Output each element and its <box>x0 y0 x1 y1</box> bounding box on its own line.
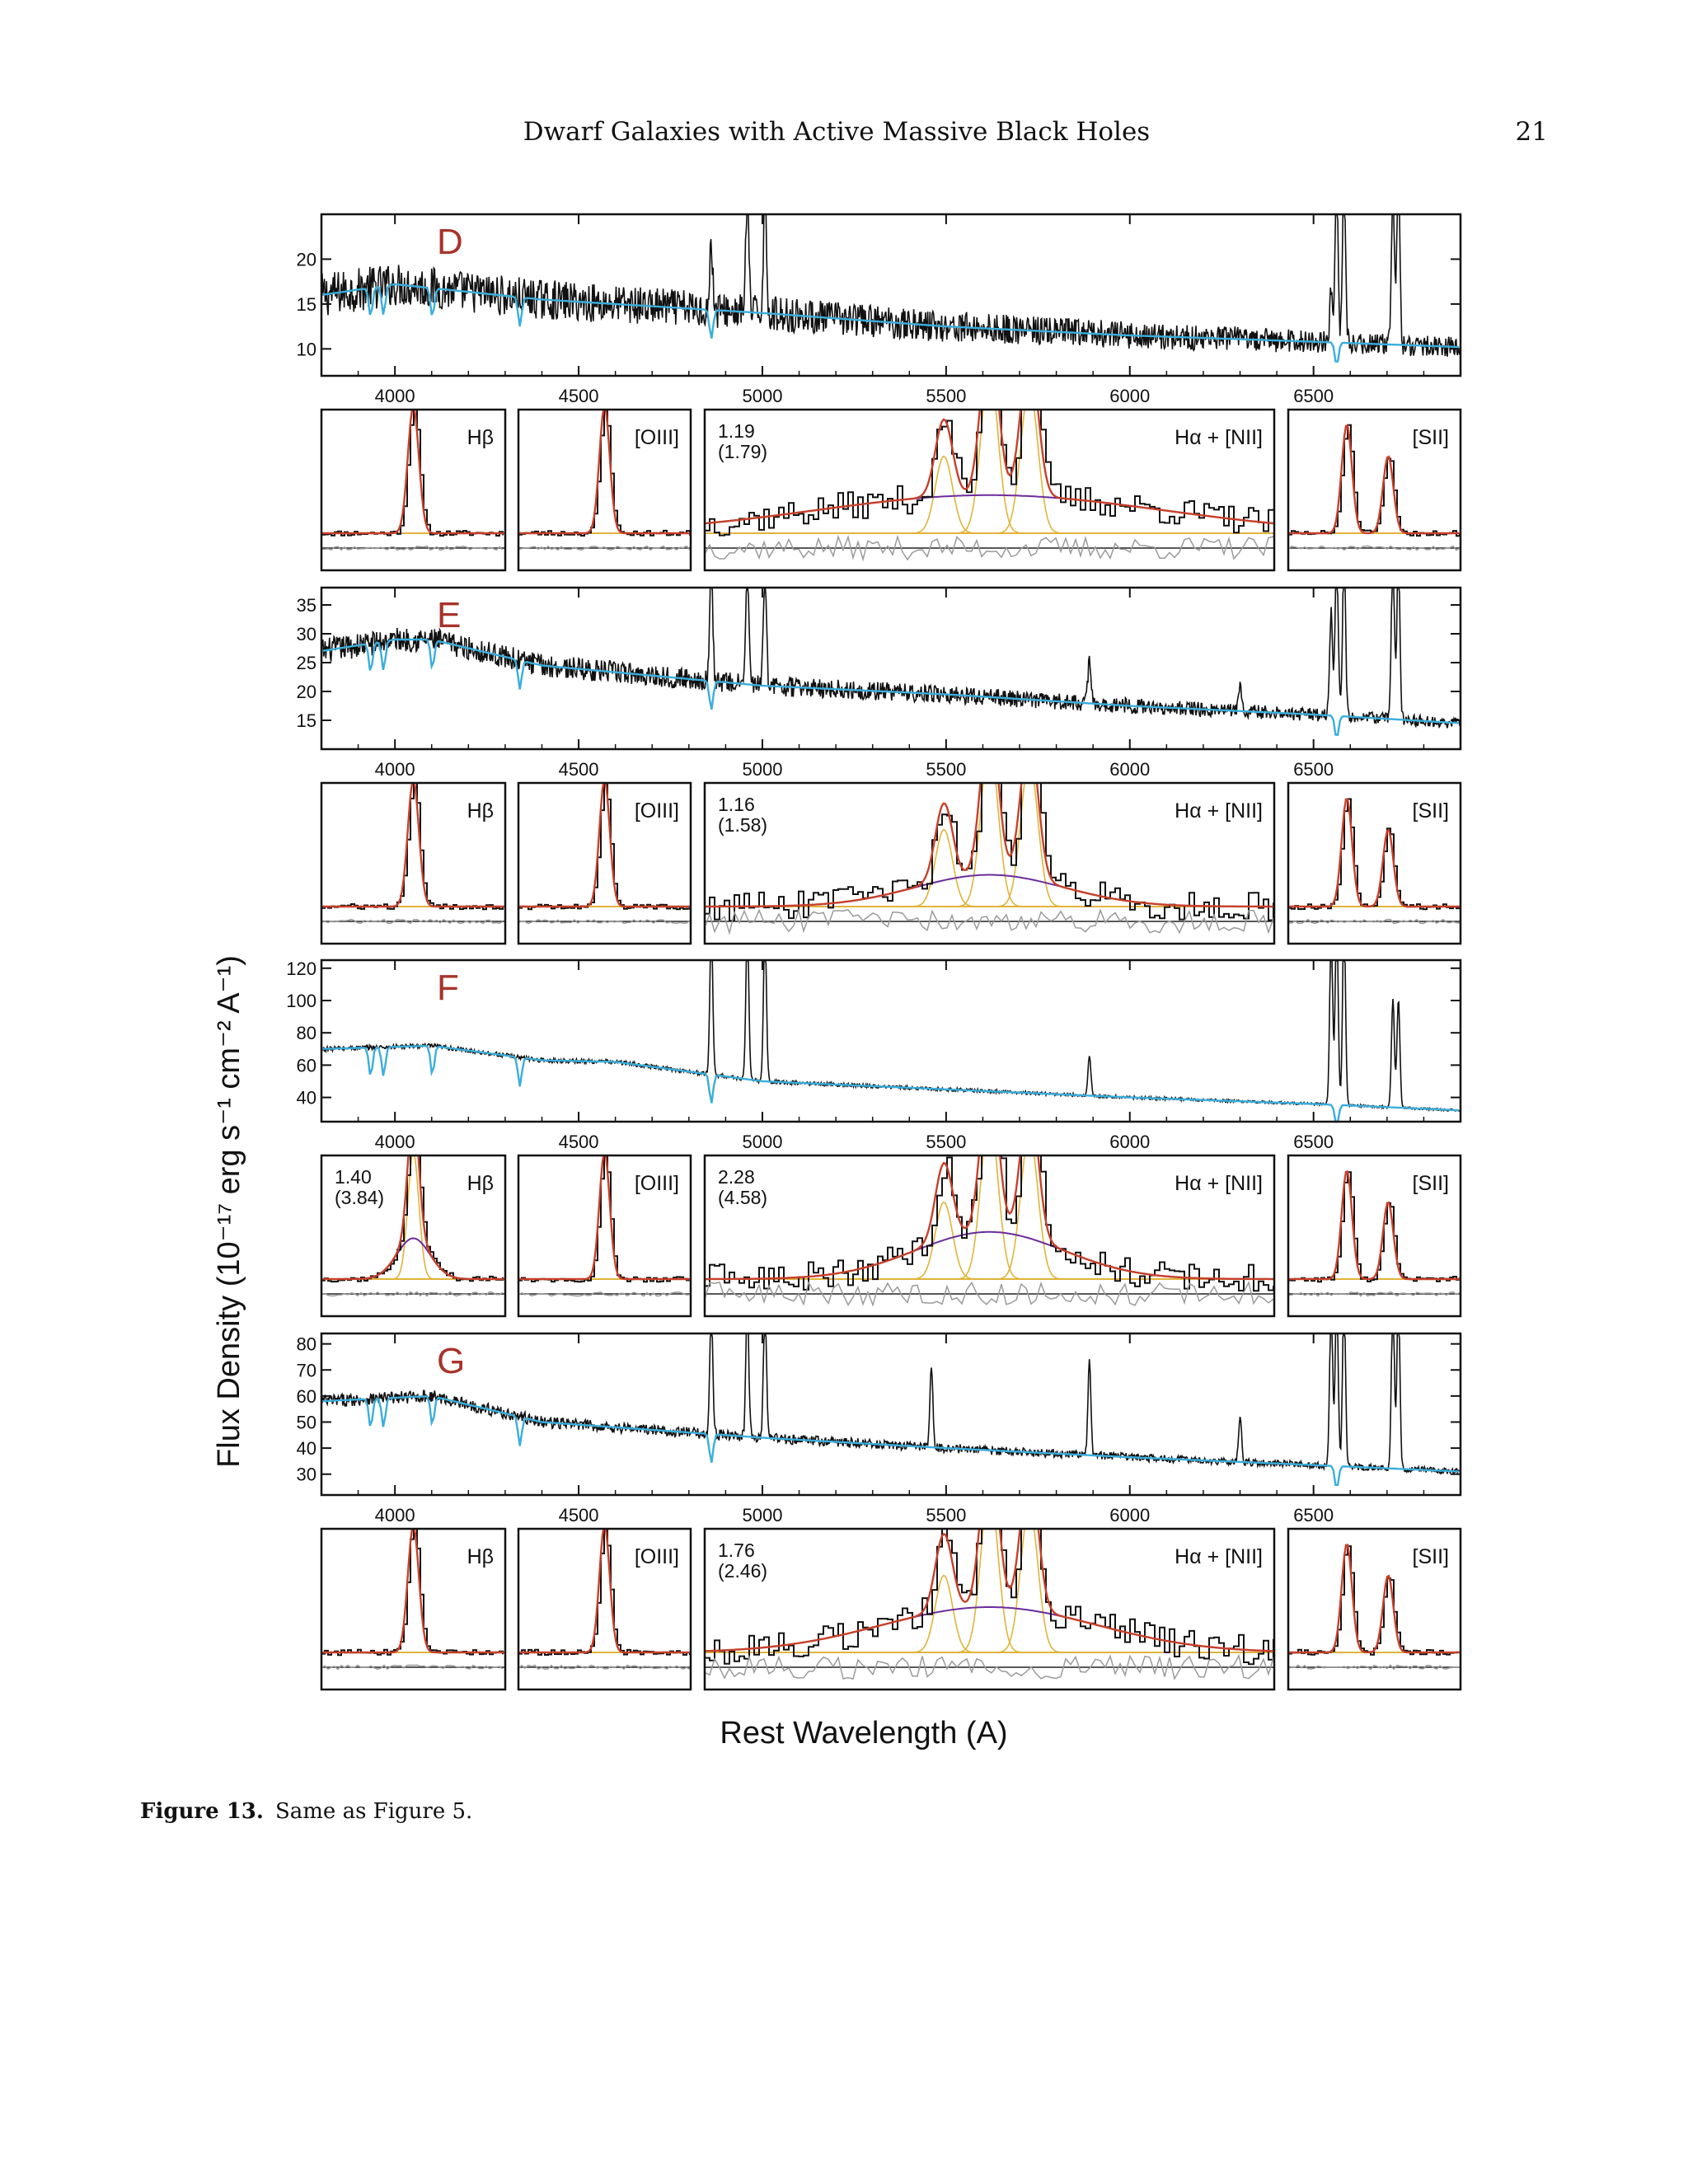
inset-spectrum <box>518 405 690 536</box>
spectrum-panel-G <box>297 1333 1461 1690</box>
y-tick-label: 50 <box>296 1412 316 1433</box>
fwhm-value: 2.28 <box>718 1166 755 1188</box>
x-tick-label: 6500 <box>1293 386 1334 406</box>
x-tick-label: 5000 <box>742 759 783 780</box>
x-tick-label: 5500 <box>926 1505 967 1526</box>
observed-spectrum-D <box>321 214 1461 357</box>
inset-label-oiii: [OIII] <box>634 1545 679 1568</box>
galaxy-label-D: D <box>437 222 463 262</box>
residuals <box>518 1292 690 1296</box>
inset-label-oiii: [OIII] <box>634 1172 679 1195</box>
y-tick-label: 40 <box>296 1087 316 1108</box>
narrow-component <box>1288 457 1460 533</box>
x-tick-label: 4500 <box>558 759 599 780</box>
narrow-component <box>1288 1576 1460 1652</box>
caption-label: Figure 13. <box>140 1799 264 1824</box>
inset-ha-D <box>705 332 1274 570</box>
galaxy-label-F: F <box>437 968 459 1008</box>
fwhm-value: 1.16 <box>718 794 755 815</box>
fwhm-alt-value: (4.58) <box>718 1187 768 1208</box>
inset-label-ha: Hα + [NII] <box>1175 426 1263 449</box>
inset-label-ha: Hα + [NII] <box>1175 1172 1263 1195</box>
inset-hb-E <box>321 778 505 944</box>
narrow-component <box>1288 830 1460 907</box>
y-tick-label: 100 <box>286 991 316 1011</box>
figure-caption <box>140 1799 1541 1824</box>
inset-label-hb: Hβ <box>467 1545 494 1568</box>
caption-text: Same as Figure 5. <box>274 1799 473 1824</box>
inset-label-ha: Hα + [NII] <box>1175 799 1263 823</box>
broad-component <box>321 1239 504 1280</box>
main-frame-F <box>321 960 1461 1122</box>
x-tick-label: 5500 <box>926 386 967 406</box>
x-tick-label: 5000 <box>742 1505 783 1526</box>
x-tick-label: 6500 <box>1293 759 1334 780</box>
stellar-model-F <box>321 1046 1459 1122</box>
broad-component <box>705 1232 1273 1279</box>
stellar-model-E <box>321 640 1459 735</box>
x-tick-label: 4000 <box>374 1505 415 1526</box>
x-tick-label: 5000 <box>742 1132 783 1152</box>
observed-spectrum-E <box>321 588 1461 728</box>
y-tick-label: 20 <box>296 682 316 702</box>
inset-spectrum <box>321 1524 503 1656</box>
inset-sii-G <box>1288 1529 1461 1690</box>
y-tick-label: 10 <box>296 339 316 360</box>
fwhm-value: 1.40 <box>335 1166 372 1188</box>
fwhm-value: 1.19 <box>718 420 755 442</box>
narrow-component <box>705 830 1273 907</box>
main-frame-E <box>321 588 1461 749</box>
narrow-component <box>1288 1202 1460 1279</box>
x-tick-label: 6000 <box>1109 1132 1151 1152</box>
broad-component <box>705 495 1273 523</box>
galaxy-label-E: E <box>437 595 462 635</box>
y-tick-label: 25 <box>296 653 316 673</box>
narrow-component <box>705 1202 1273 1280</box>
x-tick-label: 6000 <box>1109 386 1151 406</box>
inset-sii-E <box>1288 783 1461 944</box>
inset-hb-D <box>321 406 505 570</box>
y-tick-label: 20 <box>296 249 316 270</box>
main-frame-G <box>321 1333 1461 1495</box>
inset-label-sii: [SII] <box>1412 1545 1449 1568</box>
narrow-component <box>705 1576 1273 1653</box>
x-tick-label: 6500 <box>1293 1132 1334 1152</box>
inset-label-hb: Hβ <box>467 1172 494 1195</box>
y-tick-label: 30 <box>296 624 316 644</box>
inset-oiii-E <box>518 780 691 944</box>
inset-label-oiii: [OIII] <box>634 426 679 449</box>
y-tick-label: 40 <box>296 1438 316 1460</box>
inset-ha-F <box>705 1069 1274 1316</box>
y-tick-label: 30 <box>296 1464 316 1485</box>
spectrum-panel-D <box>297 214 1461 570</box>
observed-spectrum-G <box>321 1333 1461 1474</box>
page-number: 21 <box>1515 117 1548 147</box>
inset-label-hb: Hβ <box>467 426 494 449</box>
y-axis-label: Flux Density (10⁻¹⁷ erg s⁻¹ cm⁻² A⁻¹) <box>212 955 246 1468</box>
y-tick-label: 15 <box>296 293 316 315</box>
x-tick-label: 5500 <box>926 1132 967 1152</box>
narrow-component <box>705 1489 1273 1652</box>
narrow-component <box>705 1116 1273 1279</box>
x-tick-label: 4500 <box>558 1505 599 1526</box>
galaxy-label-G: G <box>437 1341 466 1381</box>
inset-sii-D <box>1288 410 1461 570</box>
x-tick-label: 4500 <box>558 1132 599 1152</box>
y-tick-label: 70 <box>296 1360 316 1381</box>
fwhm-alt-value: (3.84) <box>335 1187 385 1208</box>
spectrum-panel-F <box>286 958 1461 1316</box>
inset-oiii-D <box>518 405 691 570</box>
y-tick-label: 35 <box>296 595 316 616</box>
x-tick-label: 4000 <box>374 386 415 406</box>
x-tick-label: 5500 <box>926 759 967 780</box>
inset-label-sii: [SII] <box>1412 799 1449 823</box>
x-tick-label: 4500 <box>558 386 599 406</box>
narrow-component <box>705 370 1273 533</box>
narrow-component <box>705 743 1273 907</box>
y-tick-label: 120 <box>286 958 316 979</box>
x-tick-label: 6500 <box>1293 1505 1334 1526</box>
observed-spectrum-F <box>321 960 1461 1112</box>
inset-oiii-G <box>518 1526 691 1690</box>
spectrum-panels <box>286 214 1461 1690</box>
fwhm-value: 1.76 <box>718 1540 755 1561</box>
inset-ha-G <box>705 1444 1274 1690</box>
broad-component <box>705 875 1273 907</box>
inset-ha-E <box>705 712 1274 944</box>
x-tick-label: 4000 <box>374 1132 415 1152</box>
fwhm-alt-value: (1.79) <box>718 441 768 462</box>
x-axis-label: Rest Wavelength (A) <box>720 1716 1008 1750</box>
inset-label-sii: [SII] <box>1412 426 1449 449</box>
inset-label-oiii: [OIII] <box>634 799 679 823</box>
x-tick-label: 4000 <box>374 759 415 780</box>
fwhm-alt-value: (1.58) <box>718 814 768 836</box>
y-tick-label: 60 <box>296 1385 316 1407</box>
inset-sii-F <box>1288 1155 1461 1316</box>
inset-label-hb: Hβ <box>467 799 494 823</box>
inset-hb-G <box>321 1524 505 1690</box>
inset-label-sii: [SII] <box>1412 1172 1449 1195</box>
inset-label-ha: Hα + [NII] <box>1175 1545 1263 1568</box>
fwhm-alt-value: (2.46) <box>718 1560 768 1582</box>
spectrum-panel-E <box>297 588 1461 944</box>
y-tick-label: 80 <box>296 1023 316 1044</box>
inset-oiii-F <box>518 1153 691 1317</box>
x-tick-label: 5000 <box>742 386 783 406</box>
x-tick-label: 6000 <box>1109 759 1151 780</box>
y-tick-label: 80 <box>296 1333 316 1355</box>
y-tick-label: 15 <box>296 710 316 731</box>
running-title: Dwarf Galaxies with Active Massive Black Holes <box>523 117 1151 147</box>
y-tick-label: 60 <box>296 1055 316 1076</box>
stellar-model-G <box>321 1396 1459 1485</box>
inset-spectrum <box>321 778 503 909</box>
x-tick-label: 6000 <box>1109 1505 1151 1526</box>
